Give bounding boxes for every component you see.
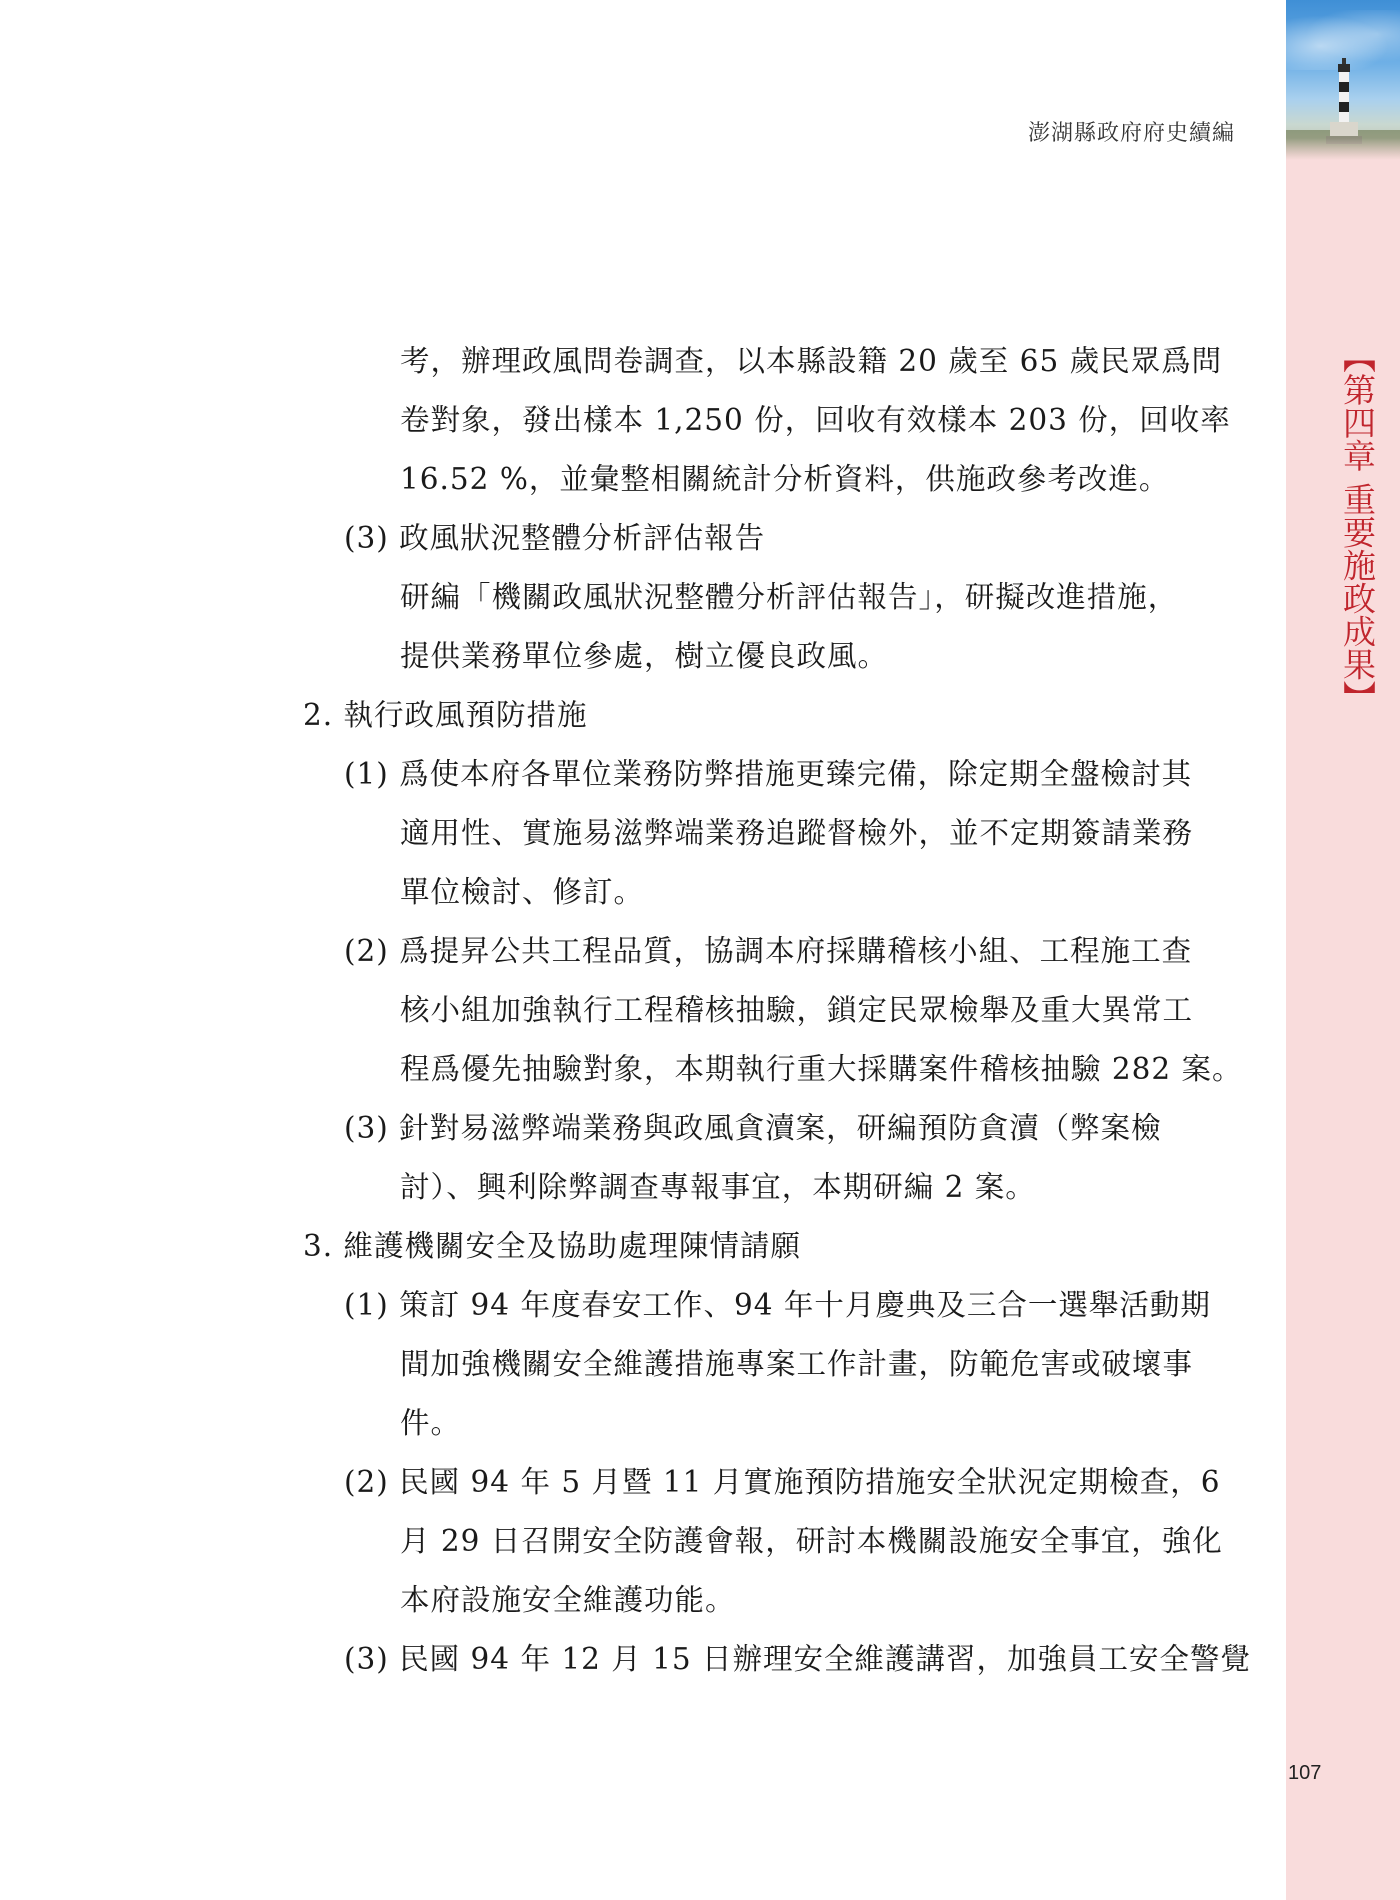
text-line: 月 29 日召開安全防護會報，研討本機關設施安全事宜，強化 [400,1524,1223,1558]
text-line: 單位檢討、修訂。 [400,875,645,909]
text-line: 核小組加強執行工程稽核抽驗，鎖定民眾檢舉及重大異常工 [400,993,1194,1027]
chapter-label: 【第四章 重要施政成果】 [1338,340,1377,714]
text-line: 間加強機關安全維護措施專案工作計畫，防範危害或破壞事 [400,1347,1194,1381]
chapter-sidebar [1286,0,1400,1900]
text-line: 研編「機關政風狀況整體分析評估報告」，研擬改進措施， [400,580,1179,614]
text-line: 適用性、實施易滋弊端業務追蹤督檢外，並不定期簽請業務 [400,816,1194,850]
text-line: 程爲優先抽驗對象，本期執行重大採購案件稽核抽驗 282 案。 [400,1052,1243,1086]
list-item: (2) 民國 94 年 5 月暨 11 月實施預防措施安全狀況定期檢查，6 [344,1465,1221,1499]
text-line: 件。 [400,1406,462,1440]
text-line: 卷對象，發出樣本 1,250 份，回收有效樣本 203 份，回收率 [400,403,1231,437]
book-title: 澎湖縣政府府史續編 [1027,121,1235,146]
subsection-heading: (3) 政風狀況整體分析評估報告 [344,521,766,555]
text-line: 考，辦理政風問卷調查，以本縣設籍 20 歲至 65 歲民眾爲問 [400,344,1223,378]
list-item: (3) 民國 94 年 12 月 15 日辦理安全維護講習，加強員工安全警覺 [344,1642,1252,1676]
list-item: (3) 針對易滋弊端業務與政風貪瀆案，研編預防貪瀆（弊案檢 [344,1111,1162,1145]
lighthouse-icon [1324,58,1364,144]
text-line: 討）、興利除弊調查專報事宜，本期研編 2 案。 [400,1170,1036,1204]
list-item: (1) 爲使本府各單位業務防弊措施更臻完備，除定期全盤檢討其 [344,757,1193,791]
list-item: (2) 爲提昇公共工程品質，協調本府採購稽核小組、工程施工查 [344,934,1193,968]
text-line: 本府設施安全維護功能。 [400,1583,736,1617]
text-line: 16.52 %，並彙整相關統計分析資料，供施政參考改進。 [400,462,1170,496]
section-heading: 2. 執行政風預防措施 [303,698,588,732]
photo-fade [1286,138,1400,160]
section-heading: 3. 維護機關安全及協助處理陳情請願 [303,1229,802,1263]
list-item: (1) 策訂 94 年度春安工作、94 年十月慶典及三合一選舉活動期 [344,1288,1211,1322]
page-number: 107 [1288,1762,1322,1784]
lighthouse-photo [1286,0,1400,160]
text-line: 提供業務單位參處，樹立優良政風。 [400,639,889,673]
